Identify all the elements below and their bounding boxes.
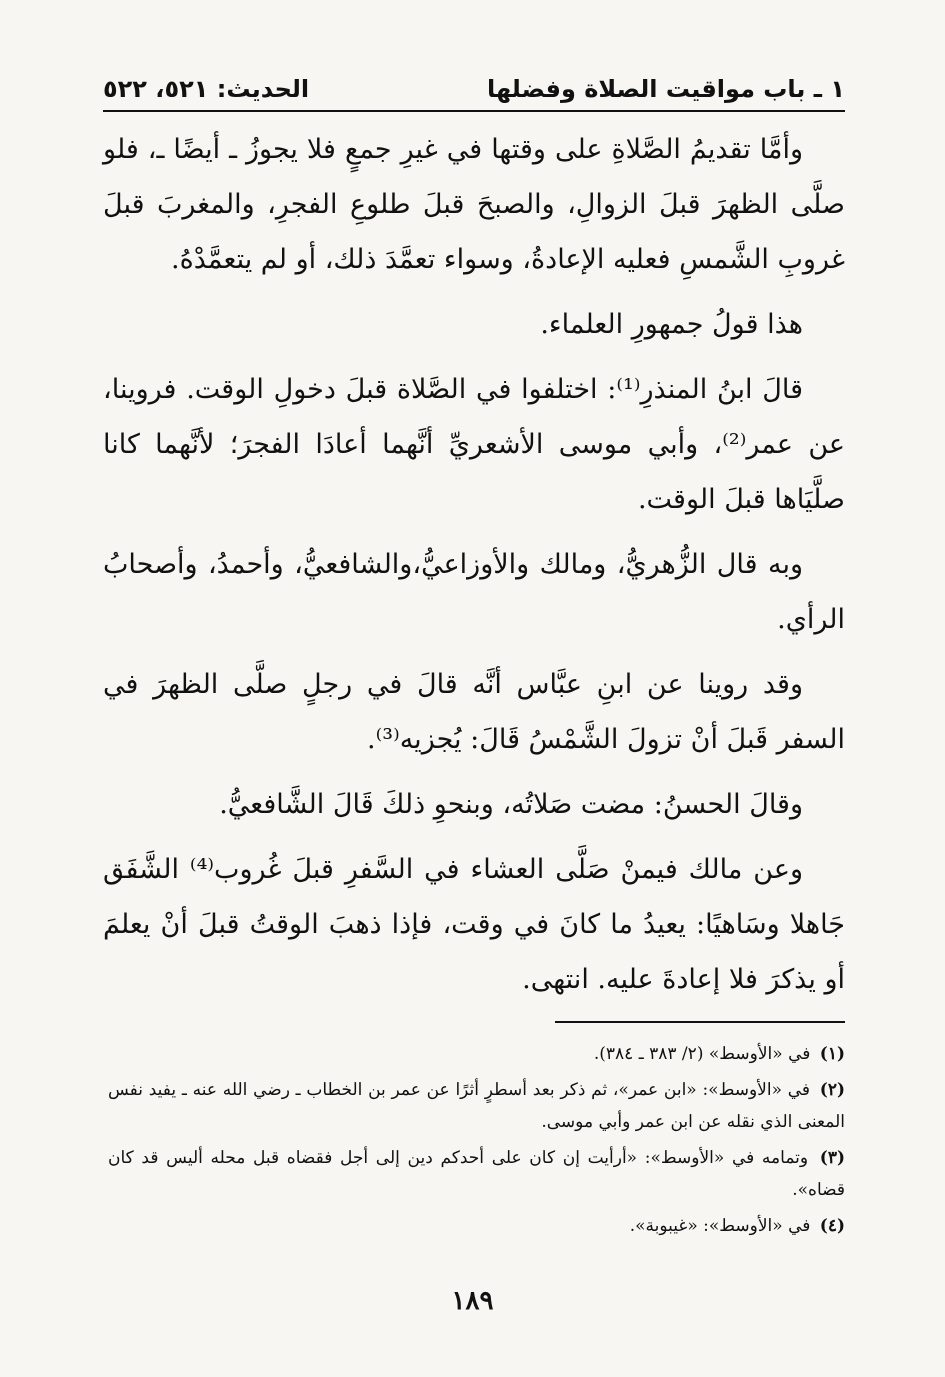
footnote-text: وتمامه في «الأوسط»: «أرأيت إن كان على أحدكم دين إلى أجل فقضاه قبل محله أليس قد كان قضاه». bbox=[108, 1148, 845, 1200]
footnote-number: (٤) bbox=[819, 1216, 845, 1236]
header-divider bbox=[103, 110, 845, 112]
paragraph: قالَ ابنُ المنذرِ⁽¹⁾: اختلفوا في الصَّلاة قبلَ دخولِ الوقت. فروينا، عن عمر⁽²⁾، وأبي موسى الأشعريِّ أنَّهما أعادَا الفجرَ؛ لأنَّهما كانا صلَّيَاها قبلَ الوقت. bbox=[103, 374, 845, 515]
footnote-number: (٣) bbox=[819, 1148, 845, 1168]
footnote-number: (١) bbox=[819, 1044, 845, 1064]
page-number: ١٨٩ bbox=[451, 1286, 494, 1316]
paragraph: وبه قال الزُّهريُّ، ومالك والأوزاعيُّ،والشافعيُّ، وأحمدُ، وأصحابُ الرأي. bbox=[103, 549, 845, 635]
paragraph: هذا قولُ جمهورِ العلماء. bbox=[540, 309, 803, 340]
footnote bbox=[108, 1210, 845, 1242]
footnote bbox=[108, 1074, 845, 1138]
paragraph: وأمَّا تقديمُ الصَّلاةِ على وقتها في غيرِ جمعٍ فلا يجوزُ ـ أيضًا ـ، فلو صلَّى الظهرَ قبلَ الزوالِ، والصبحَ قبلَ طلوعِ الفجرِ، والمغربَ قبلَ غروبِ الشَّمسِ فعليه الإعادةُ، وسواء تعمَّدَ ذلك، أو لم يتعمَّدْهُ. bbox=[103, 134, 845, 275]
footnote-text: في «الأوسط»: «ابن عمر»، ثم ذكر بعد أسطرٍ أثرًا عن عمر بن الخطاب ـ رضي الله عنه ـ يفيد نفس المعنى الذي نقله عن ابن عمر وأبي موسى. bbox=[108, 1080, 845, 1132]
paragraph: وقالَ الحسنُ: مضت صَلاتُه، وبنحوِ ذلكَ قَالَ الشَّافعيُّ. bbox=[219, 789, 803, 820]
footnotes bbox=[108, 1038, 845, 1246]
paragraph: وقد روينا عن ابنِ عبَّاس أنَّه قالَ في رجلٍ صلَّى الظهرَ في السفر قَبلَ أنْ تزولَ الشَّمْسُ قَالَ: يُجزيه⁽³⁾. bbox=[103, 669, 845, 755]
footnote bbox=[108, 1142, 845, 1206]
footnote-text: في «الأوسط» (٢/ ٣٨٣ ـ ٣٨٤). bbox=[593, 1044, 811, 1064]
footnote-text: في «الأوسط»: «غيبوبة». bbox=[629, 1216, 811, 1236]
footnote-divider bbox=[555, 1021, 845, 1023]
footnote bbox=[108, 1038, 845, 1070]
paragraph: وعن مالك فيمنْ صَلَّى العشاء في السَّفرِ قبلَ غُروب⁽⁴⁾ الشَّفَق جَاهلا وسَاهيًا: يعيدُ ما كانَ في وقت، فإذا ذهبَ الوقتُ قبلَ أنْ يعلمَ أو يذكرَ فلا إعادةَ عليه. انتهى. bbox=[103, 854, 845, 995]
chapter-title: ١ ـ باب مواقيت الصلاة وفضلها bbox=[486, 75, 845, 103]
running-header bbox=[103, 72, 845, 106]
main-text bbox=[103, 122, 845, 1017]
hadith-reference: الحديث: ٥٢١، ٥٢٢ bbox=[103, 75, 310, 103]
footnote-number: (٢) bbox=[819, 1080, 845, 1100]
